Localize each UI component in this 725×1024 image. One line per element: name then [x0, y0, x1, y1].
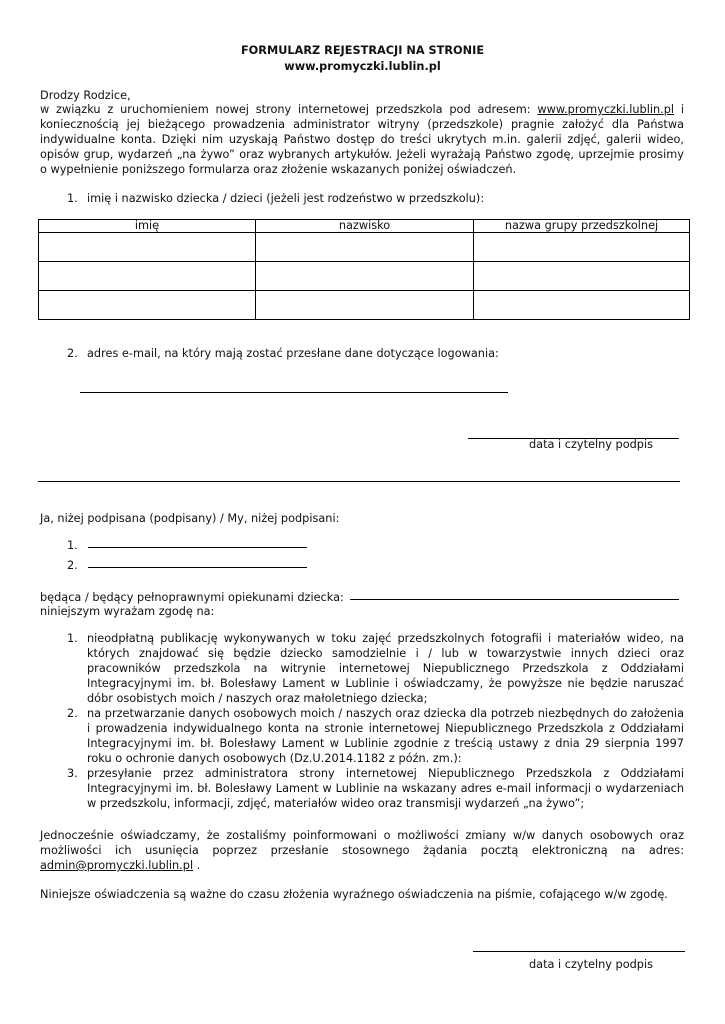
last-name-cell[interactable]: [256, 291, 474, 320]
first-name-cell[interactable]: [39, 291, 256, 320]
consent-intro: Ja, niżej podpisana (podpisany) / My, niżej podpisani:: [40, 512, 340, 525]
header-first-name: imię: [39, 220, 256, 233]
intro-paragraph: [40, 102, 684, 177]
group-name-cell[interactable]: [474, 262, 690, 291]
first-name-cell[interactable]: [39, 233, 256, 262]
info-paragraph: [40, 828, 684, 873]
clause-number: 3.: [67, 767, 78, 780]
signer-1-line[interactable]: [88, 547, 307, 548]
admin-email-link[interactable]: admin@promyczki.lublin.pl: [40, 859, 194, 872]
section2-label: adres e-mail, na który mają zostać przesłane dane dotyczące logowania:: [87, 347, 499, 360]
intro-text-start: w związku z uruchomieniem nowej strony internetowej przedszkola pod adresem:: [40, 103, 538, 116]
list-item: [40, 766, 684, 811]
signer-2-number: 2.: [67, 559, 78, 572]
greeting: Drodzy Rodzice,: [40, 89, 131, 102]
signer-1-number: 1.: [67, 539, 78, 552]
header-last-name: nazwisko: [256, 220, 474, 233]
validity-text: Niniejsze oświadczenia są ważne do czasu złożenia wyraźnego oświadczenia na piśmie, cofającego w/w zgodę.: [40, 888, 668, 901]
clause-text: na przetwarzanie danych osobowych moich / naszych oraz dziecka dla potrzeb niezbędnych do założenia i prowadzenia indywidualnego konta na stronie internetowej Niepublicznego Przedszkola z Oddziałami Integracyjnymi im. bł. Bolesławy Lament w Lublinie zgodnie z treścią ustawy z dnia 29 sierpnia 1997 roku o ochronie danych osobowych (Dz.U.2014.1182 z późn. zm.):: [87, 707, 684, 765]
last-name-cell[interactable]: [256, 233, 474, 262]
header-group-name: nazwa grupy przedszkolnej: [474, 220, 690, 233]
section-divider: [38, 481, 680, 482]
clause-number: 2.: [67, 707, 78, 720]
list-item: [40, 706, 684, 766]
info-text: Jednocześnie oświadczamy, że zostaliśmy poinformowani o możliwości zmiany w/w danych osobowych oraz możliwości ich usunięcia poprzez przesłanie stosownego żądania pocztą elektroniczną na adres:: [40, 829, 684, 857]
clause-text: nieodpłatną publikację wykonywanych w toku zajęć przedszkolnych fotografii i materiałów wideo, na których znajdować się będzie dziecko samodzielnie i / lub w towarzystwie innych dzieci oraz pracowników przedszkola na witrynie internetowej Niepublicznego Przedszkola z Oddziałami Integracyjnymi im. bł. Bolesławy Lament w Lublinie i oświadczamy, że powyższe nie będzie naruszać dóbr osobistych moich / naszych oraz małoletniego dziecka;: [87, 632, 684, 705]
table-row: [39, 291, 690, 320]
info-end: .: [193, 859, 201, 872]
section1-label: imię i nazwisko dziecka / dzieci (jeżeli jest rodzeństwo w przedszkolu):: [87, 192, 485, 205]
children-table: [38, 219, 690, 320]
intro-text-rest: i koniecznością jej bieżącego prowadzenia administrator witryny (przedszkole) pragnie założyć dla Państwa indywidualne konta. Dzięki nim uzyskają Państwo dostęp do treści ukrytych m.in. galerii zdjęć, galerii wideo, opisów grup, wydarzeń „na żywo” oraz wybranych artykułów. Jeżeli wyrażają Państwo zgodę, uprzejmie prosimy o wypełnienie poniższego formularza oraz złożenie wskazanych poniżej oświadczeń.: [40, 103, 685, 176]
consent-clauses: [40, 631, 684, 811]
last-name-cell[interactable]: [256, 262, 474, 291]
table-row: [39, 233, 690, 262]
signature-label-2: data i czytelny podpis: [529, 958, 653, 971]
form-title: FORMULARZ REJESTRACJI NA STRONIE: [240, 44, 485, 57]
form-website: www.promyczki.lublin.pl: [284, 60, 441, 73]
first-name-cell[interactable]: [39, 262, 256, 291]
signature-label-1: data i czytelny podpis: [529, 438, 653, 451]
group-name-cell[interactable]: [474, 233, 690, 262]
group-name-cell[interactable]: [474, 291, 690, 320]
clause-text: przesyłanie przez administratora strony internetowej Niepublicznego Przedszkola z Oddziałami Integracyjnymi im. bł. Bolesławy Lament w Lublinie na wskazany adres e-mail informacji o wydarzeniach w przedszkolu, informacji, zdjęć, materiałów wideo oraz transmisji wydarzeń „na żywo”;: [87, 767, 684, 810]
guardian-text: będąca / będący pełnoprawnymi opiekunami dziecka:: [40, 591, 344, 604]
agree-text: niniejszym wyrażam zgodę na:: [40, 605, 215, 618]
website-link[interactable]: www.promyczki.lublin.pl: [537, 103, 675, 116]
signer-2-line[interactable]: [88, 567, 307, 568]
section1-number: 1.: [67, 192, 78, 205]
table-row: [39, 262, 690, 291]
child-name-line[interactable]: [350, 599, 679, 600]
list-item: [40, 631, 684, 706]
signature-line-2[interactable]: [473, 951, 685, 952]
children-table-header: [39, 220, 690, 233]
email-input-line[interactable]: [80, 392, 508, 393]
section2-number: 2.: [67, 347, 78, 360]
clause-number: 1.: [67, 632, 78, 645]
